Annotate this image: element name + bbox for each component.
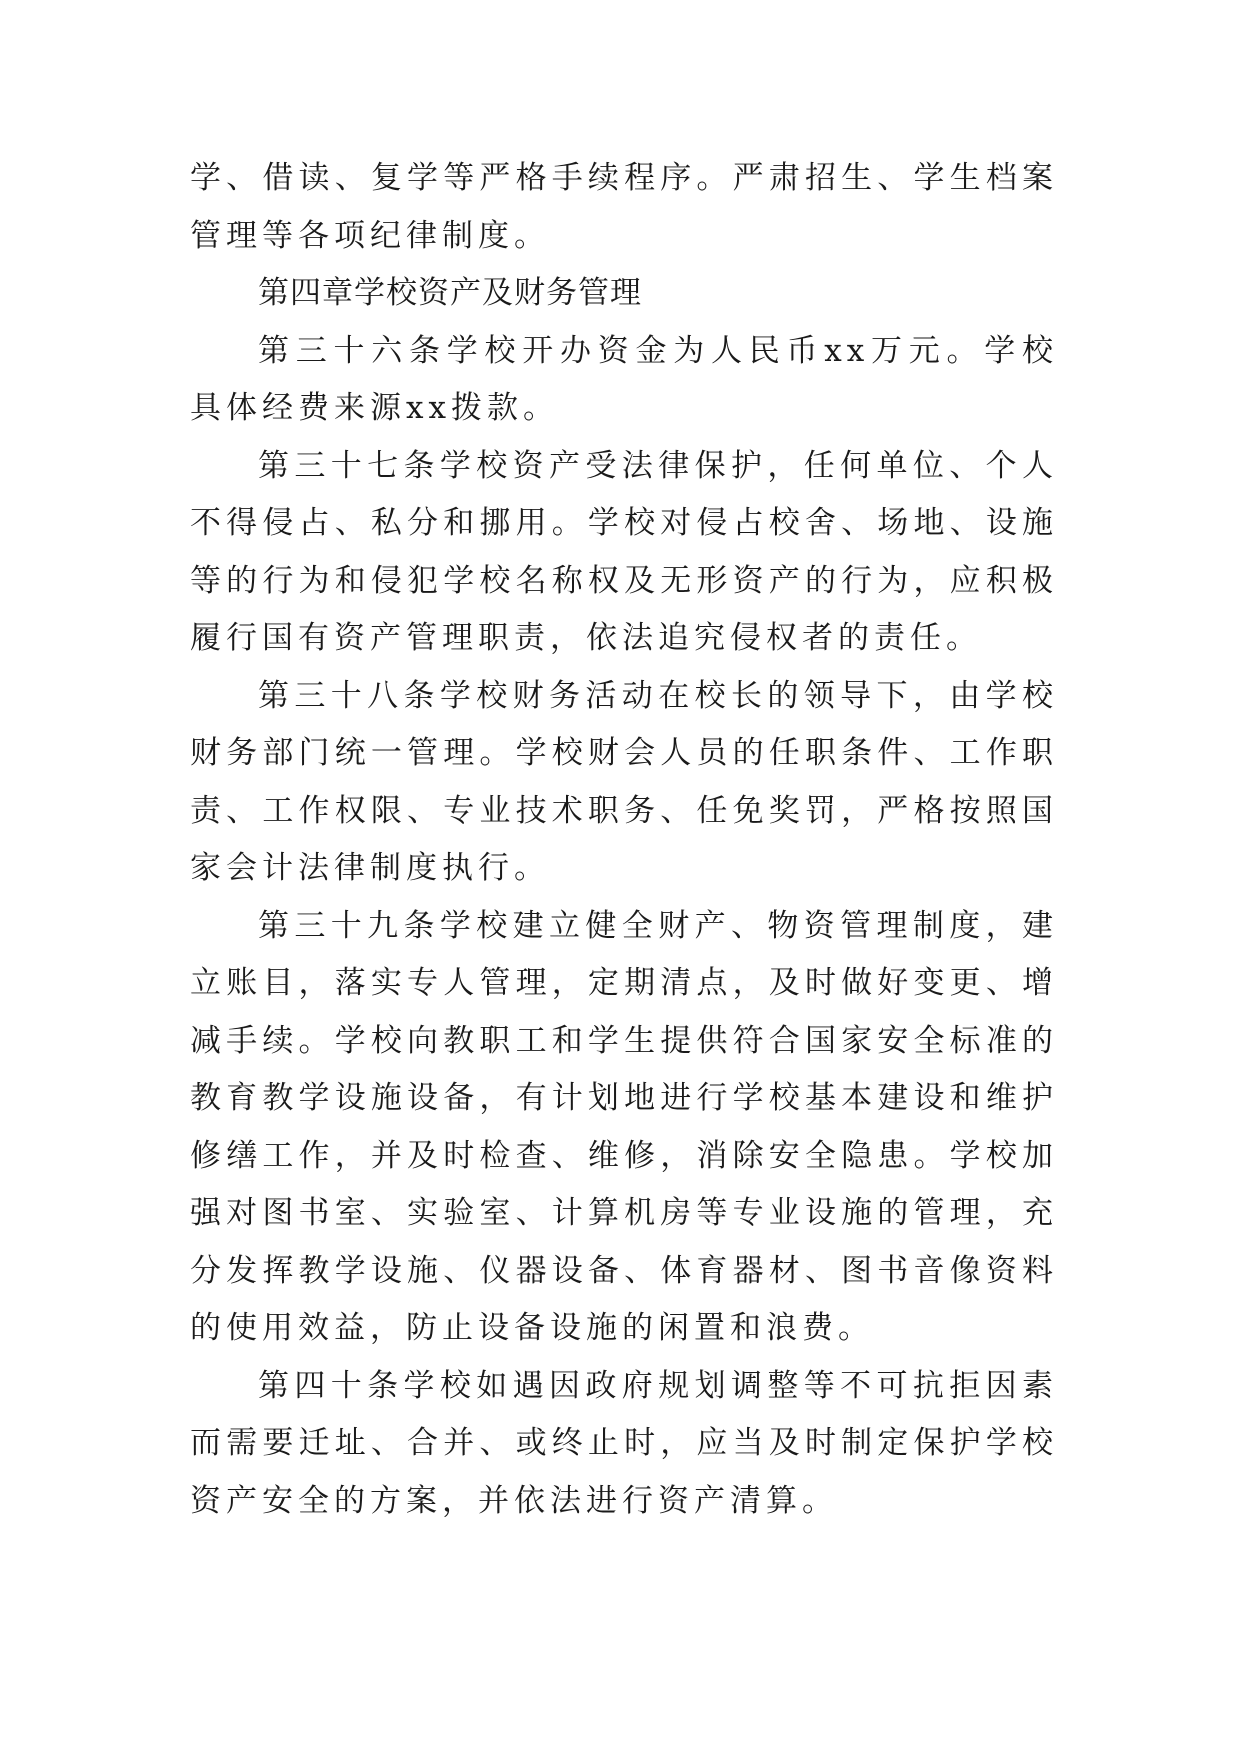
article-40: 第四十条学校如遇因政府规划调整等不可抗拒因素而需要迁址、合并、或终止时，应当及时制定保护学校资产安全的方案，并依法进行资产清算。	[190, 1367, 1058, 1519]
article-36: 第三十六条学校开办资金为人民币xx万元。学校具体经费来源xx拨款。	[190, 332, 1058, 426]
document-body	[190, 150, 1058, 1530]
article-38: 第三十八条学校财务活动在校长的领导下，由学校财务部门统一管理。学校财会人员的任职条件、工作职责、工作权限、专业技术职务、任免奖罚，严格按照国家会计法律制度执行。	[190, 677, 1058, 886]
paragraph-continuation: 学、借读、复学等严格手续程序。严肃招生、学生档案管理等各项纪律制度。	[190, 160, 1058, 254]
article-37: 第三十七条学校资产受法律保护，任何单位、个人不得侵占、私分和挪用。学校对侵占校舍、场地、设施等的行为和侵犯学校名称权及无形资产的行为，应积极履行国有资产管理职责，依法追究侵权者的责任。	[190, 447, 1058, 656]
article-39: 第三十九条学校建立健全财产、物资管理制度，建立账目，落实专人管理，定期清点，及时做好变更、增减手续。学校向教职工和学生提供符合国家安全标准的教育教学设施设备，有计划地进行学校基本建设和维护修缮工作，并及时检查、维修，消除安全隐患。学校加强对图书室、实验室、计算机房等专业设施的管理，充分发挥教学设施、仪器设备、体育器材、图书音像资料的使用效益，防止设备设施的闲置和浪费。	[190, 907, 1058, 1346]
chapter-heading: 第四章学校资产及财务管理	[258, 275, 642, 311]
